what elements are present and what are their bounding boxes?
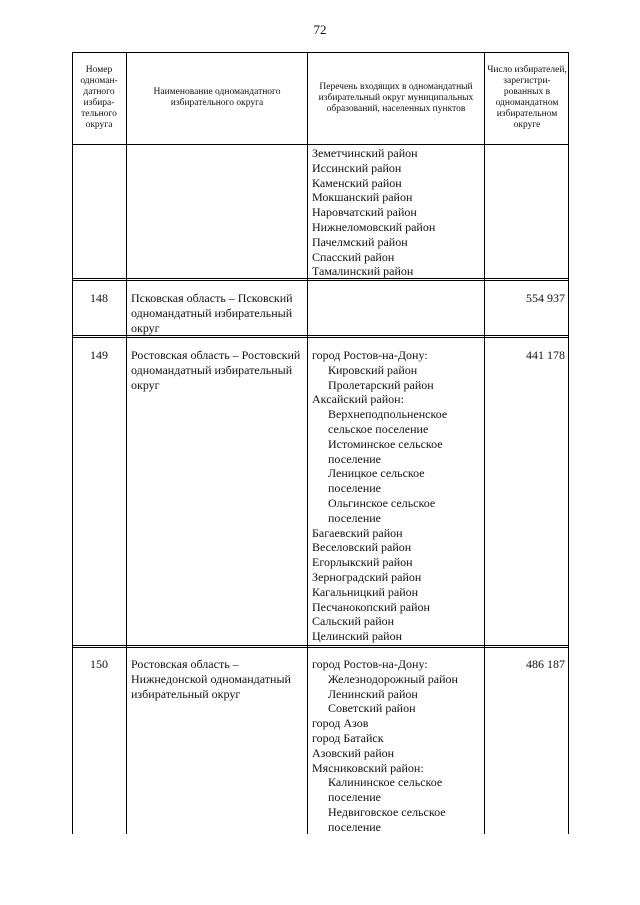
list-item: Иссинский район [312, 160, 402, 175]
list-item: Каменский район [312, 175, 402, 190]
list-item: Зерноградский район [312, 569, 422, 584]
list-item: поселение [328, 451, 382, 466]
list-item: Земетчинский район [312, 146, 418, 160]
row-divider [72, 645, 569, 648]
column-divider [307, 52, 308, 834]
districts-table [72, 52, 569, 834]
list-item: Аксайский район: [312, 392, 404, 407]
list-item: Тамалинский район [312, 264, 414, 279]
list-item: Верхнеподпольненское [328, 407, 448, 422]
municipality-list [312, 657, 484, 835]
header-voter-count: Число избирателей, зарегистри-рованных в одномандатном избирательном округе [487, 65, 567, 130]
list-item: поселение [328, 790, 382, 805]
list-item: Егорлыкский район [312, 555, 413, 570]
list-item: Нижнеломовский район [312, 219, 436, 234]
list-item: Кагальницкий район [312, 584, 419, 599]
header-district-name: Наименование одномандатного избирательного округа [153, 87, 281, 108]
list-item: город Ростов-на-Дону: [312, 657, 428, 671]
voter-count: 486 187 [526, 657, 565, 671]
list-item: Пролетарский район [328, 377, 434, 392]
list-item: Истоминское сельское [328, 436, 443, 451]
district-number: 150 [90, 657, 108, 671]
column-divider [484, 52, 485, 834]
list-item: Ольгинское сельское [328, 495, 436, 510]
list-item: Железнодорожный район [328, 671, 458, 686]
list-item: город Азов [312, 716, 369, 731]
list-item: город Ростов-на-Дону: [312, 348, 428, 362]
district-name: Псковская область – Псковский одномандатный избирательный округ [131, 291, 293, 335]
list-item: Советский район [328, 701, 416, 716]
municipality-list [312, 348, 484, 644]
list-item: поселение [328, 481, 382, 496]
municipality-list [312, 146, 484, 279]
column-divider [126, 52, 127, 834]
list-item: Мясниковский район: [312, 760, 424, 775]
list-item: Мокшанский район [312, 190, 413, 205]
table-border-left [72, 52, 73, 834]
district-name: Ростовская область – Ростовский одномандатный избирательный округ [131, 348, 301, 392]
page-number: 72 [313, 22, 327, 37]
list-item: Наровчатский район [312, 205, 417, 220]
list-item: Недвиговское сельское [328, 804, 446, 819]
list-item: Целинский район [312, 629, 402, 644]
list-item: Спасский район [312, 249, 395, 264]
list-item: Ленинский район [328, 686, 418, 701]
list-item: Леницкое сельское [328, 466, 425, 481]
list-item: Веселовский район [312, 540, 412, 555]
list-item: сельское поселение [328, 421, 429, 436]
voter-count: 554 937 [526, 291, 565, 305]
list-item: поселение [328, 819, 382, 834]
list-item: Азовский район [312, 745, 395, 760]
list-item: Пачелмский район [312, 234, 408, 249]
list-item: Сальский район [312, 614, 395, 629]
list-item: Багаевский район [312, 525, 403, 540]
district-name: Ростовская область – Нижнедонской одномандатный избирательный округ [131, 657, 291, 701]
table-border-right [568, 52, 569, 834]
district-number: 148 [90, 291, 108, 305]
list-item: Песчанокопский район [312, 599, 430, 614]
list-item: Кировский район [328, 362, 418, 377]
list-item: город Батайск [312, 730, 384, 745]
list-item: поселение [328, 510, 382, 525]
row-divider [72, 335, 569, 338]
header-municipalities: Перечень входящих в одномандатный избирательный округ муниципальных образований, населенных пунктов [318, 81, 474, 114]
district-number: 149 [90, 348, 108, 362]
list-item: Калининское сельское [328, 775, 443, 790]
voter-count: 441 178 [526, 348, 565, 362]
header-divider [72, 144, 569, 145]
header-district-number: Номер одноман-датного избира-тельного округа [80, 65, 118, 130]
